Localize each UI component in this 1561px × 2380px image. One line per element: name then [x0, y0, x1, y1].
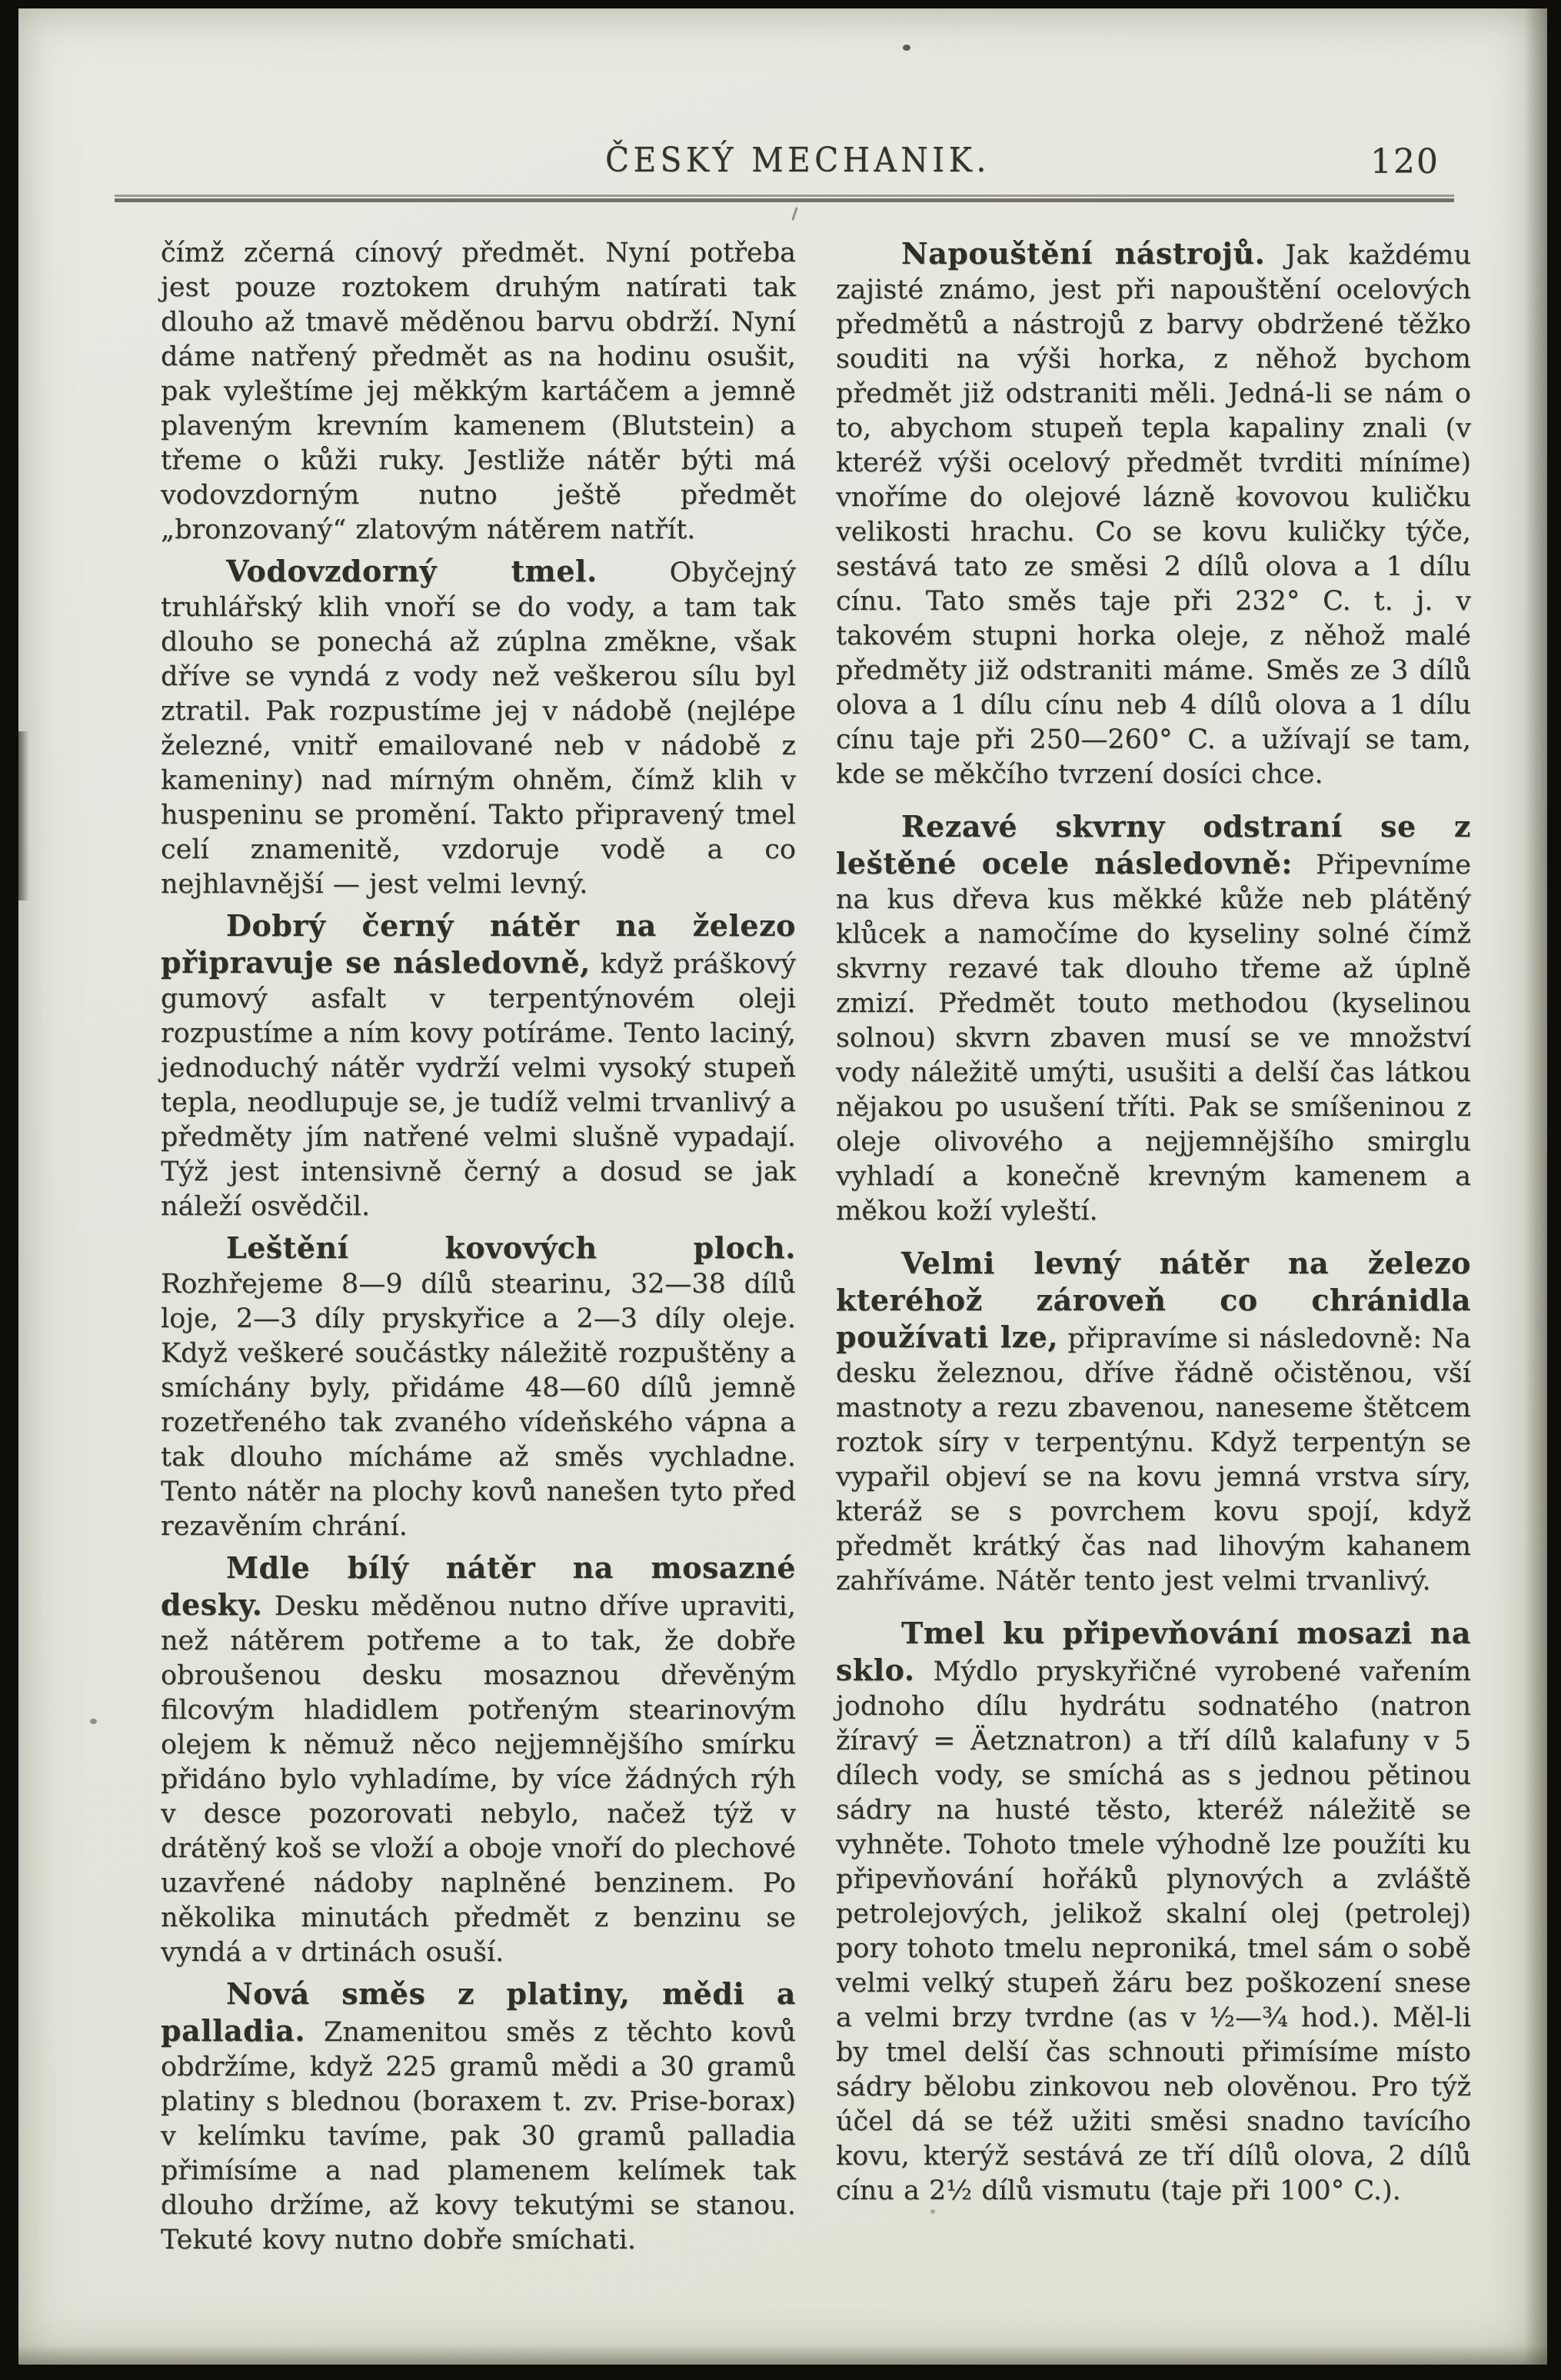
paragraph: [836, 1616, 1471, 2209]
text-columns: [161, 236, 1472, 2258]
paragraph: [836, 809, 1471, 1229]
masthead: [142, 141, 1453, 195]
paper-speck: [90, 1719, 97, 1724]
paragraph-text: Připevníme na kus dřeva kus měkké kůže neb plátěný klůcek a namočíme do kyseliny solné čímž skvrny rezavé tak dlouho třeme až úplně zmizí. Předmět touto methodou (kyselinou solnou) skvrn zbaven musí se ve množství vody náležitě umýti, usušiti a delší čas látkou nějakou po usušení tříti. Pak se smíšeninou z oleje olivového a nejjemnějšího smirglu vyhladí a konečně krevným kamenem a měkou koží vyleští.: [836, 850, 1471, 1227]
section-heading: Rezavé skvrny odstraní se z leštěné ocele následovně:: [836, 809, 1471, 880]
paragraph: [161, 1976, 796, 2258]
section-heading: Vodovzdorný tmel.: [226, 554, 597, 588]
paragraph: [836, 236, 1471, 792]
journal-title: ČESKÝ MECHANIK.: [605, 141, 990, 180]
scan-edge-smudge: [18, 731, 29, 900]
header-rule: [115, 195, 1454, 204]
section-heading: Tmel ku připevňování mosazi na sklo.: [836, 1616, 1471, 1687]
paragraph-text: připravíme si následovně: Na desku železnou, dříve řádně očistěnou, vší mastnoty a rezu zbavenou, naneseme štětcem roztok síry v terpentýnu. Když terpentýn se vypařil objeví se na kovu jemná vrstva síry, kteráž se s povrchem kovu spojí, když předmět krátký čas nad lihovým kahanem zahříváme. Nátěr tento jest velmi trvanlivý.: [836, 1323, 1471, 1596]
paper-speck: [903, 45, 910, 51]
page-number: 120: [1370, 142, 1440, 181]
paragraph-text: Desku měděnou nutno dříve upraviti, než nátěrem potřeme a to tak, že dobře obroušenou desku mosaznou dřevěným filcovým hladidlem potřeným stearinovým olejem k němuž něco nejjemnějšího smírku přidáno bylo vyhladíme, by více žádných rýh v desce pozorovati nebylo, načež týž v drátěný koš se vloží a oboje vnoří do plechové uzavřené nádoby naplněné benzinem. Po několika minutách předmět z benzinu se vyndá a v drtinách osuší.: [161, 1591, 796, 1968]
paragraph-text: Znamenitou směs z těchto kovů obdržíme, když 225 gramů mědi a 30 gramů platiny s blednou (boraxem t. zv. Prise-borax) v kelímku tavíme, pak 30 gramů palladia přimísíme a nad plamenem kelímek tak dlouho držíme, až kovy tekutými se stanou. Tekuté kovy nutno dobře smíchati.: [161, 2017, 796, 2255]
paragraph-text: když práškový gumový asfalt v terpentýnovém oleji rozpustíme a ním kovy potíráme. Tento laciný, jednoduchý nátěr vydrží velmi vysoký stupeň tepla, neodlupuje se, je tudíž velmi trvanlivý a předměty jím natřené velmi slušně vypadají. Týž jest intensivně černý a dosud se jak náleží osvědčil.: [161, 949, 796, 1222]
right-column: [836, 236, 1471, 2258]
paragraph: [161, 908, 796, 1224]
paragraph-text: Rozhřejeme 8—9 dílů stearinu, 32—38 dílů loje, 2—3 díly pryskyřice a 2—3 díly oleje. Když veškeré součástky náležitě rozpuštěny a smíchány byly, přidáme 48—60 dílů jemně rozetřeného tak zvaného vídeňského vápna a tak dlouho mícháme až směs vychladne. Tento nátěr na plochy kovů nanešen tyto před rezavěním chrání.: [161, 1269, 796, 1542]
left-column: [161, 236, 796, 2258]
paragraph-continuation: [161, 236, 796, 548]
paragraph-text: čímž zčerná cínový předmět. Nyní potřeba jest pouze roztokem druhým natírati tak dlouho až tmavě měděnou barvu obdrží. Nyní dáme natřený předmět as na hodinu osušit, pak vyleštíme jej měkkým kartáčem a jemně plaveným krevním kamenem (Blutstein) a třeme o kůži ruky. Jestliže nátěr býti má vodovzdorným nutno ještě předmět „bronzovaný“ zlatovým nátěrem natřít.: [161, 238, 796, 545]
section-heading: Mdle bílý nátěr na mosazné desky.: [161, 1550, 796, 1622]
section-heading: Dobrý černý nátěr na železo připravuje se následovně,: [161, 908, 796, 980]
paper-speck: [1236, 496, 1241, 501]
paragraph-text: Mýdlo pryskyřičné vyrobené vařením jodnoho dílu hydrátu sodnatého (natron žíravý = Äetznatron) a tří dílů kalafuny v 5 dílech vody, se smíchá as s jednou pětinou sádry na husté těsto, kteréž náležitě se vyhněte. Tohoto tmele výhodně lze použíti ku připevňování hořáků plynových a zvláště petrolejových, jelikož skalní olej (petrolej) pory tohoto tmelu neproniká, tmel sám o sobě velmi velký stupeň žáru bez poškození snese a velmi brzy tvrdne (as v ½—¾ hod.). Měl-li by tmel delší čas schnouti přimísíme místo sádry bělobu zinkovou neb olověnou. Pro týž účel dá se též užiti směsi snadno tavícího kovu, kterýž sestává ze tří dílů olova, 2 dílů cínu a 2½ dílů vismutu (taje při 100° C.).: [836, 1656, 1471, 2206]
paragraph: [161, 1550, 796, 1970]
paragraph: [836, 1246, 1471, 1599]
paragraph: [161, 554, 796, 902]
paragraph-text: Jak každému zajisté známo, jest při napouštění ocelových předmětů a nástrojů z barvy obdržené těžko souditi na výši horka, z něhož bychom předmět již odstraniti měli. Jedná-li se nám o to, abychom stupeň tepla kapaliny znali (v kteréž výši ocelový předmět tvrditi míníme) vnoříme do olejové lázně kovovou kuličku velikosti hrachu. Co se kovu kuličky týče, sestává tato ze směsi 2 dílů olova a 1 dílu cínu. Tato směs taje při 232° C. t. j. v takovém stupni horka oleje, z něhož malé předměty již odstraniti máme. Směs ze 3 dílů olova a 1 dílu cínu neb 4 dílů olova a 1 dílu cínu taje při 250—260° C. a užívají se tam, kde se měkčího tvrzení dosíci chce.: [836, 240, 1471, 790]
paragraph-text: Obyčejný truhlářský klih vnoří se do vody, a tam tak dlouho se ponechá až zúplna změkne, však dříve se vyndá z vody než veškerou sílu byl ztratil. Pak rozpustíme jej v nádobě (nejlépe železné, vnitř emailované neb v nádobě z kameniny) nad mírným ohněm, čímž klih v huspeninu se promění. Takto připravený tmel celí znamenitě, vzdoruje vodě a co nejhlavnější — jest velmi levný.: [161, 558, 796, 900]
ink-slash-artifact: [791, 207, 797, 221]
section-heading: Nová směs z platiny, mědi a palladia.: [161, 1976, 796, 2048]
paper-speck: [930, 2209, 935, 2214]
paragraph: [161, 1230, 796, 1544]
section-heading: Velmi levný nátěr na železo kteréhož zároveň co chránidla používati lze,: [836, 1246, 1471, 1354]
page-paper: [18, 8, 1547, 2365]
section-heading: Leštění kovových ploch.: [226, 1230, 796, 1265]
section-heading: Napouštění nástrojů.: [901, 236, 1266, 271]
